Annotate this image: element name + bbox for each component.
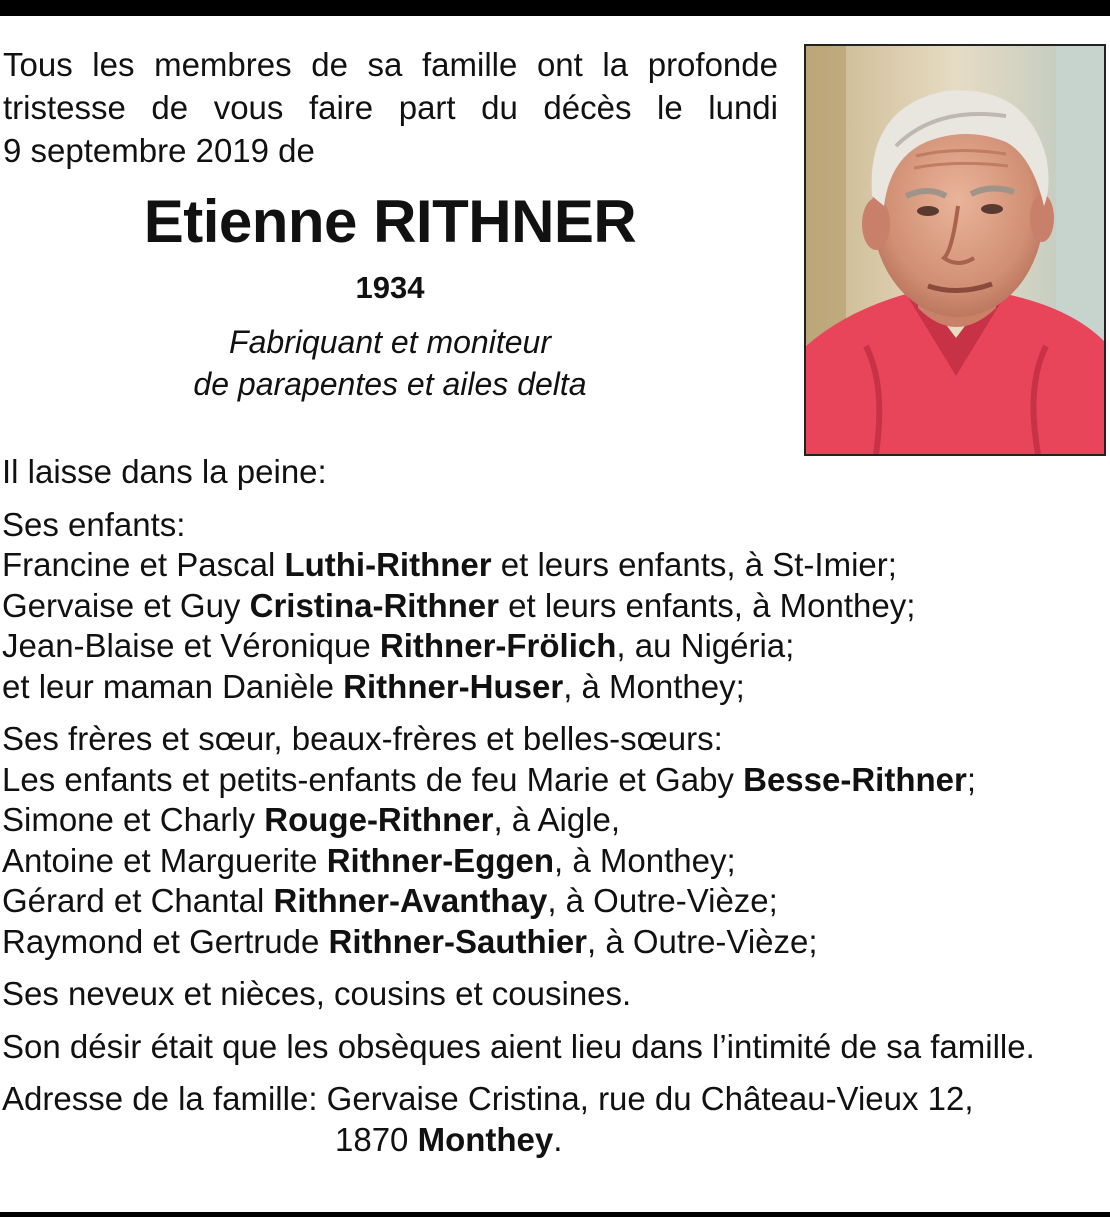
family-address-city: 1870 Monthey. (335, 1120, 563, 1158)
family-name: Luthi-Rithner (284, 546, 492, 583)
birth-year: 1934 (355, 270, 425, 305)
portrait-photo (804, 44, 1106, 456)
sibling-entry: Antoine et Marguerite Rithner-Eggen, à Monthey; (2, 841, 736, 879)
child-entry: Jean-Blaise et Véronique Rithner-Frölich, au Nigéria; (2, 627, 795, 664)
family-name: Rithner-Huser (343, 667, 564, 705)
sibling-entry: Simone et Charly Rouge-Rithner, à Aigle, (2, 801, 621, 838)
family-name: Besse-Rithner (743, 760, 967, 798)
children-heading: Ses enfants: (2, 505, 186, 543)
family-name: Cristina-Rithner (249, 586, 499, 624)
family-name: Rithner-Avanthay (273, 882, 548, 919)
sibling-entry: Raymond et Gertrude Rithner-Sauthier, à Outre-Vièze; (2, 922, 818, 960)
family-name: Rithner-Sauthier (328, 922, 588, 960)
intro-line: 9 septembre 2019 de (3, 132, 315, 169)
lead-text: Il laisse dans la peine: (2, 453, 327, 490)
cousins-line: Ses neveux et nièces, cousins et cousines. (2, 975, 632, 1012)
deceased-name: Etienne RITHNER (143, 188, 637, 255)
family-name: Rithner-Eggen (326, 841, 555, 879)
family-name: Rithner-Frölich (379, 627, 617, 664)
sibling-entry: Gérard et Chantal Rithner-Avanthay, à Outre-Vièze; (2, 882, 778, 919)
siblings-heading: Ses frères et sœur, beaux-frères et belles-sœurs: (2, 720, 723, 757)
sibling-entry: Les enfants et petits-enfants de feu Marie et Gaby Besse-Rithner; (2, 760, 977, 798)
family-address: Adresse de la famille: Gervaise Cristina, rue du Château-Vieux 12, (2, 1080, 974, 1117)
family-name: Rouge-Rithner (264, 801, 494, 838)
funeral-wish: Son désir était que les obsèques aient lieu dans l’intimité de sa famille. (2, 1027, 1035, 1065)
child-entry: et leur maman Danièle Rithner-Huser, à Monthey; (2, 667, 745, 705)
bottom-rule (0, 1212, 1110, 1217)
child-entry: Gervaise et Guy Cristina-Rithner et leurs enfants, à Monthey; (2, 586, 916, 624)
child-entry: Francine et Pascal Luthi-Rithner et leurs enfants, à St-Imier; (2, 546, 897, 583)
top-rule (0, 0, 1110, 16)
occupation (0, 321, 780, 405)
portrait-illustration (806, 46, 1104, 454)
occupation-line: de parapentes et ailes delta (193, 366, 587, 402)
announcement-intro (3, 43, 778, 172)
intro-line: tristesse de vous faire part du décès le lundi (3, 89, 778, 126)
mourners-list (2, 452, 1102, 1160)
intro-line: Tous les membres de sa famille ont la profonde (3, 46, 778, 83)
occupation-line: Fabriquant et moniteur (229, 324, 551, 360)
